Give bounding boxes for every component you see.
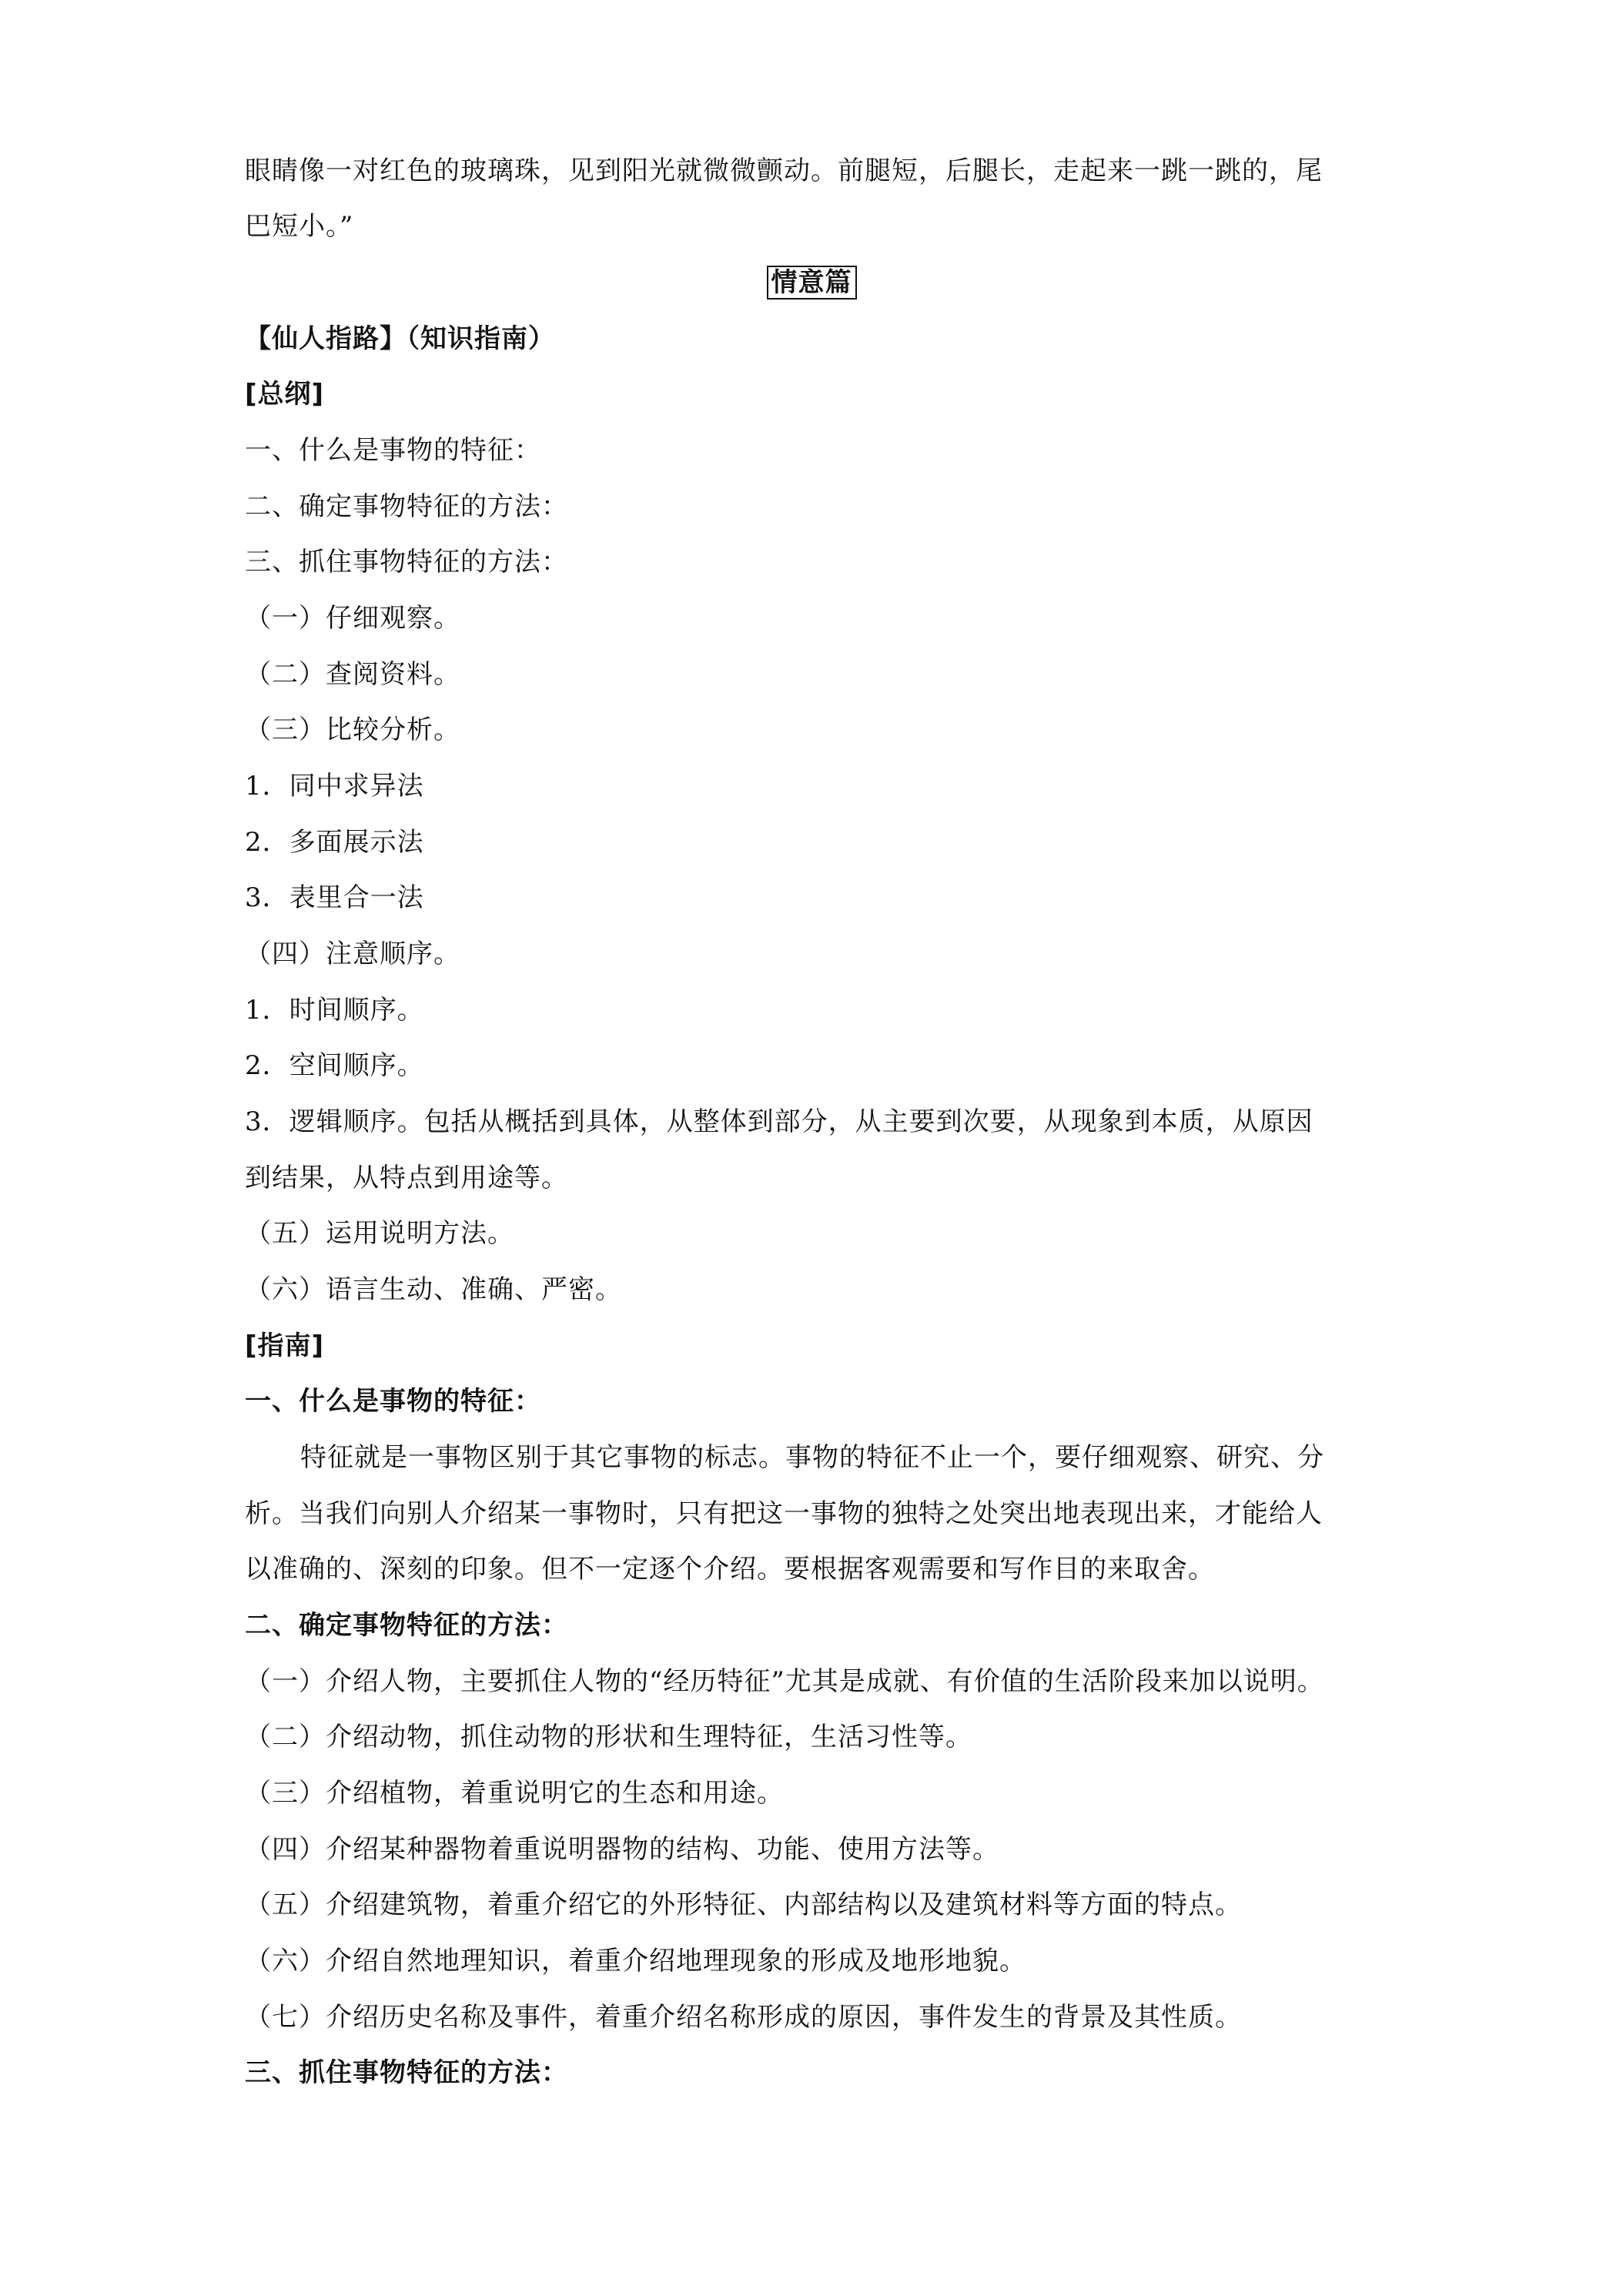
method-item: （二）介绍动物，抓住动物的形状和生理特征，生活习性等。 [245, 1722, 972, 1752]
guide-heading-3: 三、抓住事物特征的方法： [245, 2057, 568, 2088]
outline-item: （一）仔细观察。 [245, 603, 460, 634]
guide-label: [指南] [245, 1330, 325, 1361]
section-title-wrap [0, 266, 1623, 300]
outline-item: （六）语言生动、准确、严密。 [245, 1274, 622, 1305]
outline-item: 三、抓住事物特征的方法： [245, 547, 568, 577]
heading-main: 【仙人指路】（知识指南） [245, 323, 555, 354]
guide-paragraph-line: 以准确的、深刻的印象。但不一定逐个介绍。要根据客观需要和写作目的来取舍。 [245, 1554, 1215, 1585]
outline-label: [总纲] [245, 379, 325, 410]
intro-line-1: 眼睛像一对红色的玻璃珠，见到阳光就微微颤动。前腿短，后腿长，走起来一跳一跳的，尾 [245, 156, 1323, 186]
method-item: （五）介绍建筑物，着重介绍它的外形特征、内部结构以及建筑材料等方面的特点。 [245, 1889, 1242, 1920]
outline-item: 二、确定事物特征的方法： [245, 491, 568, 522]
outline-item: （四）注意顺序。 [245, 939, 460, 969]
method-item: （四）介绍某种器物着重说明器物的结构、功能、使用方法等。 [245, 1834, 999, 1865]
outline-item: 一、什么是事物的特征： [245, 435, 541, 466]
outline-item: （二）查阅资料。 [245, 659, 460, 690]
outline-item: 到结果，从特点到用途等。 [245, 1163, 568, 1193]
outline-item: （三）比较分析。 [245, 715, 460, 745]
method-item: （三）介绍植物，着重说明它的生态和用途。 [245, 1778, 784, 1809]
outline-item: 2．空间顺序。 [245, 1050, 424, 1081]
method-item: （六）介绍自然地理知识，着重介绍地理现象的形成及地形地貌。 [245, 1946, 1026, 1976]
method-item: （一）介绍人物，主要抓住人物的“经历特征”尤其是成就、有价值的生活阶段来加以说明。 [245, 1666, 1324, 1697]
outline-item: 3．表里合一法 [245, 882, 424, 913]
outline-item: 2．多面展示法 [245, 827, 424, 858]
outline-item: 1．时间顺序。 [245, 995, 424, 1026]
guide-heading-1: 一、什么是事物的特征： [245, 1386, 541, 1417]
outline-item: 1．同中求异法 [245, 771, 424, 802]
section-title: 情意篇 [767, 266, 857, 300]
outline-item: （五）运用说明方法。 [245, 1218, 514, 1249]
guide-heading-2: 二、确定事物特征的方法： [245, 1610, 568, 1641]
intro-line-2: 巴短小。” [245, 211, 354, 242]
method-item: （七）介绍历史名称及事件，着重介绍名称形成的原因，事件发生的背景及其性质。 [245, 2002, 1242, 2033]
guide-paragraph-line: 特征就是一事物区别于其它事物的标志。事物的特征不止一个，要仔细观察、研究、分 [300, 1442, 1324, 1473]
guide-paragraph-line: 析。当我们向别人介绍某一事物时，只有把这一事物的独特之处突出地表现出来，才能给人 [245, 1498, 1323, 1529]
outline-item: 3．逻辑顺序。包括从概括到具体，从整体到部分，从主要到次要，从现象到本质，从原因 [245, 1106, 1313, 1137]
